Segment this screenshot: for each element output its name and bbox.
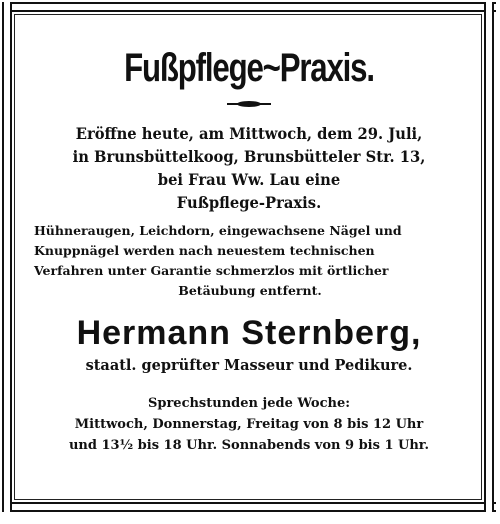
hours-line: Mittwoch, Donnerstag, Freitag von 8 bis 12 Uhr (74, 417, 424, 432)
hours-line: und 13½ bis 18 Uhr. Sonnabends von 9 bis 1 Uhr. (68, 438, 429, 453)
ad-content (22, 40, 476, 456)
chain-border-right (484, 2, 494, 512)
description-line: Knuppnägel werden nach neuestem technischen (34, 243, 375, 258)
description-line: Betäubung entfernt. (178, 283, 322, 298)
chain-border-left (2, 2, 12, 512)
announcement-line: bei Frau Ww. Lau eine (157, 170, 341, 189)
chain-border-bottom (2, 502, 496, 512)
chain-border-top (2, 2, 496, 12)
headline: Fußpflege~Praxis. (124, 46, 374, 90)
ornament-rule-icon (227, 100, 271, 108)
office-hours (22, 393, 476, 456)
announcement (22, 122, 476, 214)
announcement-line: Eröffne heute, am Mittwoch, dem 29. Juli, (75, 124, 423, 143)
service-description (22, 221, 476, 301)
description-line: Hühneraugen, Leichdorn, eingewachsene Nägel und (34, 223, 402, 238)
description-line: Verfahren unter Garantie schmerzlos mit örtlicher (34, 263, 389, 278)
practitioner-title: staatl. geprüfter Masseur und Pedikure. (85, 357, 413, 374)
announcement-line: Fußpflege-Praxis. (176, 193, 322, 212)
practitioner-name: Hermann Sternberg, (76, 314, 422, 352)
hours-heading: Sprechstunden jede Woche: (147, 396, 351, 411)
announcement-line: in Brunsbüttelkoog, Brunsbütteler Str. 13, (72, 147, 426, 166)
